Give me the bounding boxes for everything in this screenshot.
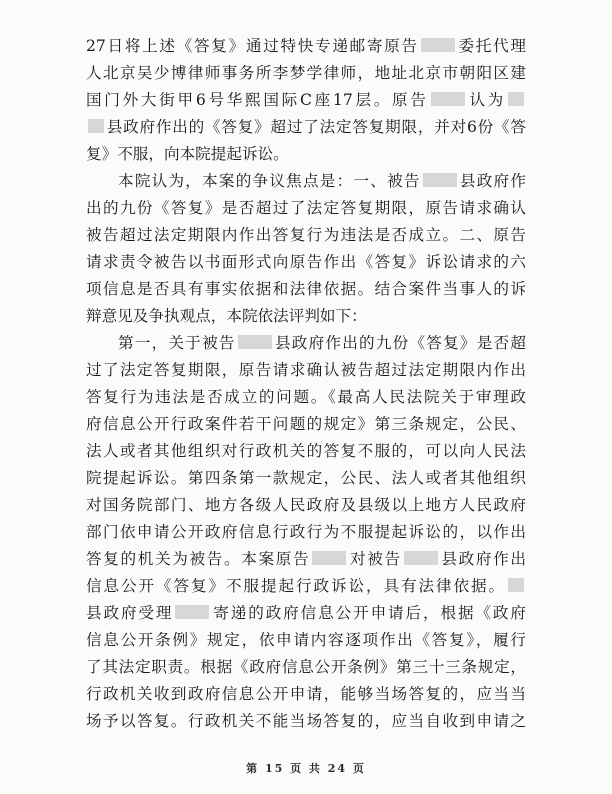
redaction-mark — [423, 173, 457, 187]
redaction-mark — [175, 605, 209, 619]
redaction-mark — [238, 335, 272, 349]
text-line-16: 法人或者其他组织对行政机关的答复不服的，可以向人民法 — [86, 442, 526, 460]
text-line-13: 过了法定答复期限，原告请求确认被告超过法定期限内作出 — [86, 361, 526, 379]
redaction-mark — [508, 92, 524, 106]
redaction-mark — [431, 92, 465, 106]
text-line-23: 信息公开条例》规定，依申请内容逐项作出《答复》，履行 — [86, 631, 526, 649]
text-line-17: 院提起诉讼。第四条第一款规定，公民、法人或者其他组织 — [86, 469, 526, 487]
text-line-6: 本院认为，本案的争议焦点是：一、被告 县政府作 — [118, 172, 526, 190]
text-line-7: 出的九份《答复》是否超过了法定答复期限，原告请求确认 — [86, 199, 526, 217]
text-line-2: 人北京吴少博律师事务所李梦学律师，地址北京市朝阳区建 — [86, 64, 526, 82]
text-line-9: 请求责令被告以书面形式向原告作出《答复》诉讼请求的六 — [86, 253, 526, 271]
text-line-21: 信息公开《答复》不服提起行政诉讼，具有法律依据。 — [86, 574, 526, 600]
redaction-mark — [312, 551, 346, 565]
text-line-4: 县政府作出的《答复》超过了法定答复期限，并对6份《答 — [86, 115, 526, 141]
text-line-22: 县政府受理 寄递的政府信息公开申请后，根据《政府 — [86, 604, 526, 622]
redaction-mark — [508, 578, 524, 592]
text-line-5: 复》不服，向本院提起诉讼。 — [86, 145, 289, 163]
text-line-18: 对国务院部门、地方各级人民政府及县级以上地方人民政府 — [86, 496, 526, 514]
text-line-3: 国门外大街甲6号华熙国际C座17层。原告 认为 — [86, 88, 526, 114]
text-line-19: 部门依申请公开政府信息行政行为不服提起诉讼的，以作出 — [86, 523, 526, 541]
text-line-26: 场予以答复。行政机关不能当场答复的，应当自收到申请之 — [86, 712, 526, 730]
text-line-11: 辩意见及争执观点，本院依法评判如下： — [86, 307, 367, 325]
page-number-footer: 第 15 页 共 24 页 — [246, 762, 366, 775]
text-line-14: 答复行为违法是否成立的问题。《最高人民法院关于审理政 — [86, 388, 526, 406]
redaction-mark — [421, 38, 455, 52]
text-line-25: 行政机关收到政府信息公开申请，能够当场答复的，应当当 — [86, 685, 526, 703]
text-line-20: 答复的机关为被告。本案原告 对被告 县政府作出 — [86, 550, 526, 568]
text-line-1: 27日将上述《答复》通过特快专递邮寄原告 委托代理 — [86, 37, 526, 55]
redaction-mark — [88, 119, 104, 133]
text-line-12: 第一，关于被告 县政府作出的九份《答复》是否超 — [118, 334, 526, 352]
text-line-8: 被告超过法定期限内作出答复行为违法是否成立。二、原告 — [86, 226, 526, 244]
text-line-24: 了其法定职责。根据《政府信息公开条例》第三十三条规定， — [86, 658, 526, 676]
text-line-10: 项信息是否具有事实依据和法律依据。结合案件当事人的诉 — [86, 280, 526, 298]
redaction-mark — [404, 551, 438, 565]
text-line-15: 府信息公开行政案件若干问题的规定》第三条规定，公民、 — [86, 415, 526, 433]
